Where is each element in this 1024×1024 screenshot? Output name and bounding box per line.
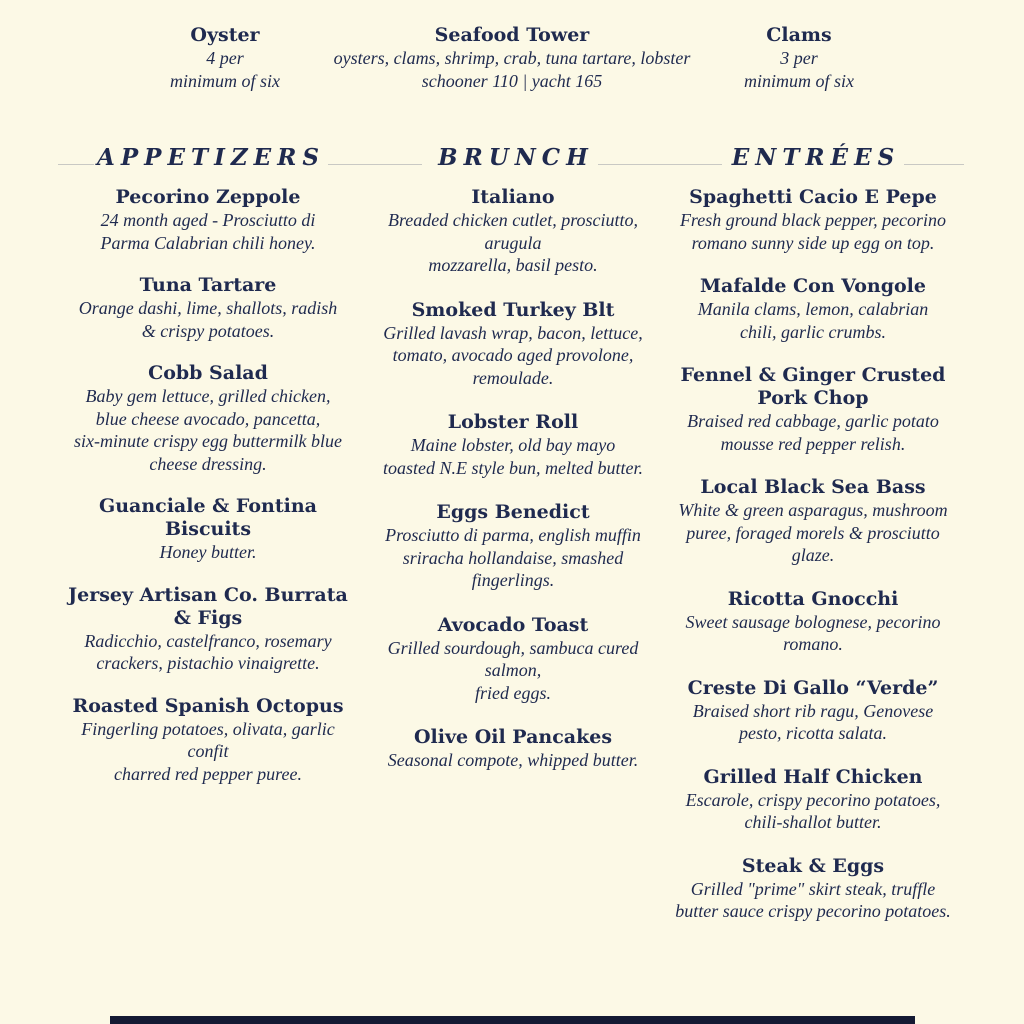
description-line: salmon, [484,660,542,680]
description-line: 24 month aged - Prosciutto di [100,210,316,230]
divider-rule [598,164,722,165]
item-description [372,209,654,277]
description-line: & crispy potatoes. [141,320,275,341]
raw-bar-oyster [105,24,345,92]
description-line: Escarole, crispy pecorino potatoes, [685,789,941,810]
appetizers-column [62,186,354,805]
item-description [62,297,354,342]
brunch-column [372,186,654,794]
menu-item [372,726,654,772]
item-name: Clams [766,24,832,46]
menu-item [668,766,958,834]
section-heading-brunch: BRUNCH [436,144,596,172]
item-name: Local Black Sea Bass [700,476,926,498]
description-line: Braised short rib ragu, Genovese [692,700,934,721]
description-line: Baby gem lettuce, grilled chicken, [85,386,331,406]
description-line: Fingerling potatoes, olivata, garlic [81,718,335,739]
item-name: Jersey Artisan Co. Burrata & Figs [68,583,348,629]
description-line: chili-shallot butter. [744,812,882,832]
menu-item [62,584,354,675]
description-line: romano. [783,634,843,654]
item-description [105,47,345,92]
item-name: Mafalde Con Vongole [699,275,926,297]
menu-item [668,677,958,745]
raw-bar-clams [679,24,919,92]
description-line: Prosciutto di parma, english muffin [385,525,641,545]
description-line: crackers, pistachio vinaigrette. [96,653,320,673]
item-description [372,322,654,390]
item-name: Italiano [471,186,555,208]
description-line: mozzarella, basil pesto. [428,255,598,275]
entrees-column [668,186,958,944]
description-line: Braised red cabbage, garlic potato [687,411,939,431]
item-description [668,611,958,656]
item-description [62,209,354,254]
item-description [372,637,654,705]
item-description [668,878,958,923]
item-description [668,410,958,455]
item-description [62,718,354,786]
menu-item [62,695,354,786]
item-description [372,749,654,772]
item-name: Roasted Spanish Octopus [72,694,344,717]
item-description [62,541,354,564]
raw-bar [0,24,1024,104]
description-line: fingerlings. [471,570,555,590]
item-name: Eggs Benedict [436,501,590,523]
description-line: remoulade. [472,367,554,388]
description-line: Seasonal compote, whipped butter. [387,750,639,770]
description-line: six-minute crispy egg buttermilk blue [74,431,342,451]
item-description [62,385,354,475]
description-line: 4 per [206,48,244,68]
description-line: tomato, avocado aged provolone, [392,345,634,365]
description-line: toasted N.E style bun, melted butter. [383,457,643,478]
description-line: Honey butter. [159,542,257,562]
item-name: Seafood Tower [434,24,590,46]
menu-item [372,186,654,277]
description-line: mousse red pepper relish. [720,433,906,454]
item-name: Tuna Tartare [139,274,277,296]
description-line: puree, foraged morels & prosciutto [686,522,940,543]
divider-rule [904,164,964,165]
item-name: Avocado Toast [437,613,589,636]
description-line: chili, garlic crumbs. [740,321,886,342]
footer-bar [110,1016,915,1024]
description-line: glaze. [791,545,835,565]
item-name: Oyster [190,24,260,46]
item-name: Steak & Eggs [741,854,885,877]
menu-item [372,614,654,705]
description-line: Grilled "prime" skirt steak, truffle [690,878,936,899]
description-line: schooner 110 | yacht 165 [421,70,603,91]
item-name: Guanciale & Fontina Biscuits [98,495,317,540]
item-name: Ricotta Gnocchi [727,587,899,610]
item-name: Spaghetti Cacio E Pepe [689,186,937,208]
description-line: Fresh ground black pepper, pecorino [679,210,947,230]
description-line: sriracha hollandaise, smashed [402,547,624,568]
item-description [668,209,958,254]
description-line: arugula [484,232,542,253]
description-line: Manila clams, lemon, calabrian [697,299,929,319]
description-line: butter sauce crispy pecorino potatoes. [675,901,951,921]
item-name: Cobb Salad [148,362,268,384]
divider-rule [58,164,94,165]
description-line: Orange dashi, lime, shallots, radish [78,298,338,318]
item-description [668,499,958,567]
item-description [372,524,654,592]
section-heading-entrees: ENTRÉES [728,144,904,172]
description-line: cheese dressing. [149,453,267,474]
menu-item [668,855,958,923]
divider-rule [328,164,422,165]
description-line: White & green asparagus, mushroom [678,500,948,520]
description-line: charred red pepper puree. [114,763,302,784]
description-line: Parma Calabrian chili honey. [100,232,316,253]
menu-item [372,411,654,479]
item-name: Olive Oil Pancakes [413,726,613,748]
item-description [62,630,354,675]
menu-item [668,275,958,343]
description-line: Radicchio, castelfranco, rosemary [84,630,332,651]
menu-item [62,274,354,342]
description-line: fried eggs. [475,682,551,703]
menu-item [668,186,958,254]
item-name: Smoked Turkey Blt [411,298,615,321]
item-name: Fennel & Ginger Crusted Pork Chop [680,364,946,409]
item-name: Lobster Roll [447,411,579,433]
description-line: confit [187,741,229,761]
menu-item [372,501,654,592]
section-heading-appetizers: APPETIZERS [94,144,328,172]
description-line: romano sunny side up egg on top. [691,232,935,253]
item-name: Grilled Half Chicken [703,765,923,788]
menu-item [668,476,958,567]
description-line: minimum of six [170,70,280,91]
description-line: minimum of six [744,70,854,91]
description-line: Sweet sausage bolognese, pecorino [685,611,941,632]
item-name: Creste Di Gallo “Verde” [687,676,939,699]
menu-item [372,299,654,390]
item-description [668,298,958,343]
description-line: oysters, clams, shrimp, crab, tuna tartare, lobster [333,48,691,68]
description-line: 3 per [780,48,818,68]
item-description [372,434,654,479]
description-line: Breaded chicken cutlet, prosciutto, [387,210,639,230]
description-line: pesto, ricotta salata. [739,723,887,743]
description-line: Maine lobster, old bay mayo [410,435,616,455]
item-description [668,700,958,745]
menu-item [668,588,958,656]
menu-item [62,362,354,475]
item-name: Pecorino Zeppole [115,186,301,208]
description-line: blue cheese avocado, pancetta, [95,408,321,429]
menu-item [62,186,354,254]
menu-item [62,495,354,564]
item-description [679,47,919,92]
item-description [668,789,958,834]
description-line: Grilled lavash wrap, bacon, lettuce, [383,322,643,343]
raw-bar-seafood-tower [312,24,712,92]
menu-item [668,364,958,455]
item-description [312,47,712,92]
description-line: Grilled sourdough, sambuca cured [387,637,639,658]
